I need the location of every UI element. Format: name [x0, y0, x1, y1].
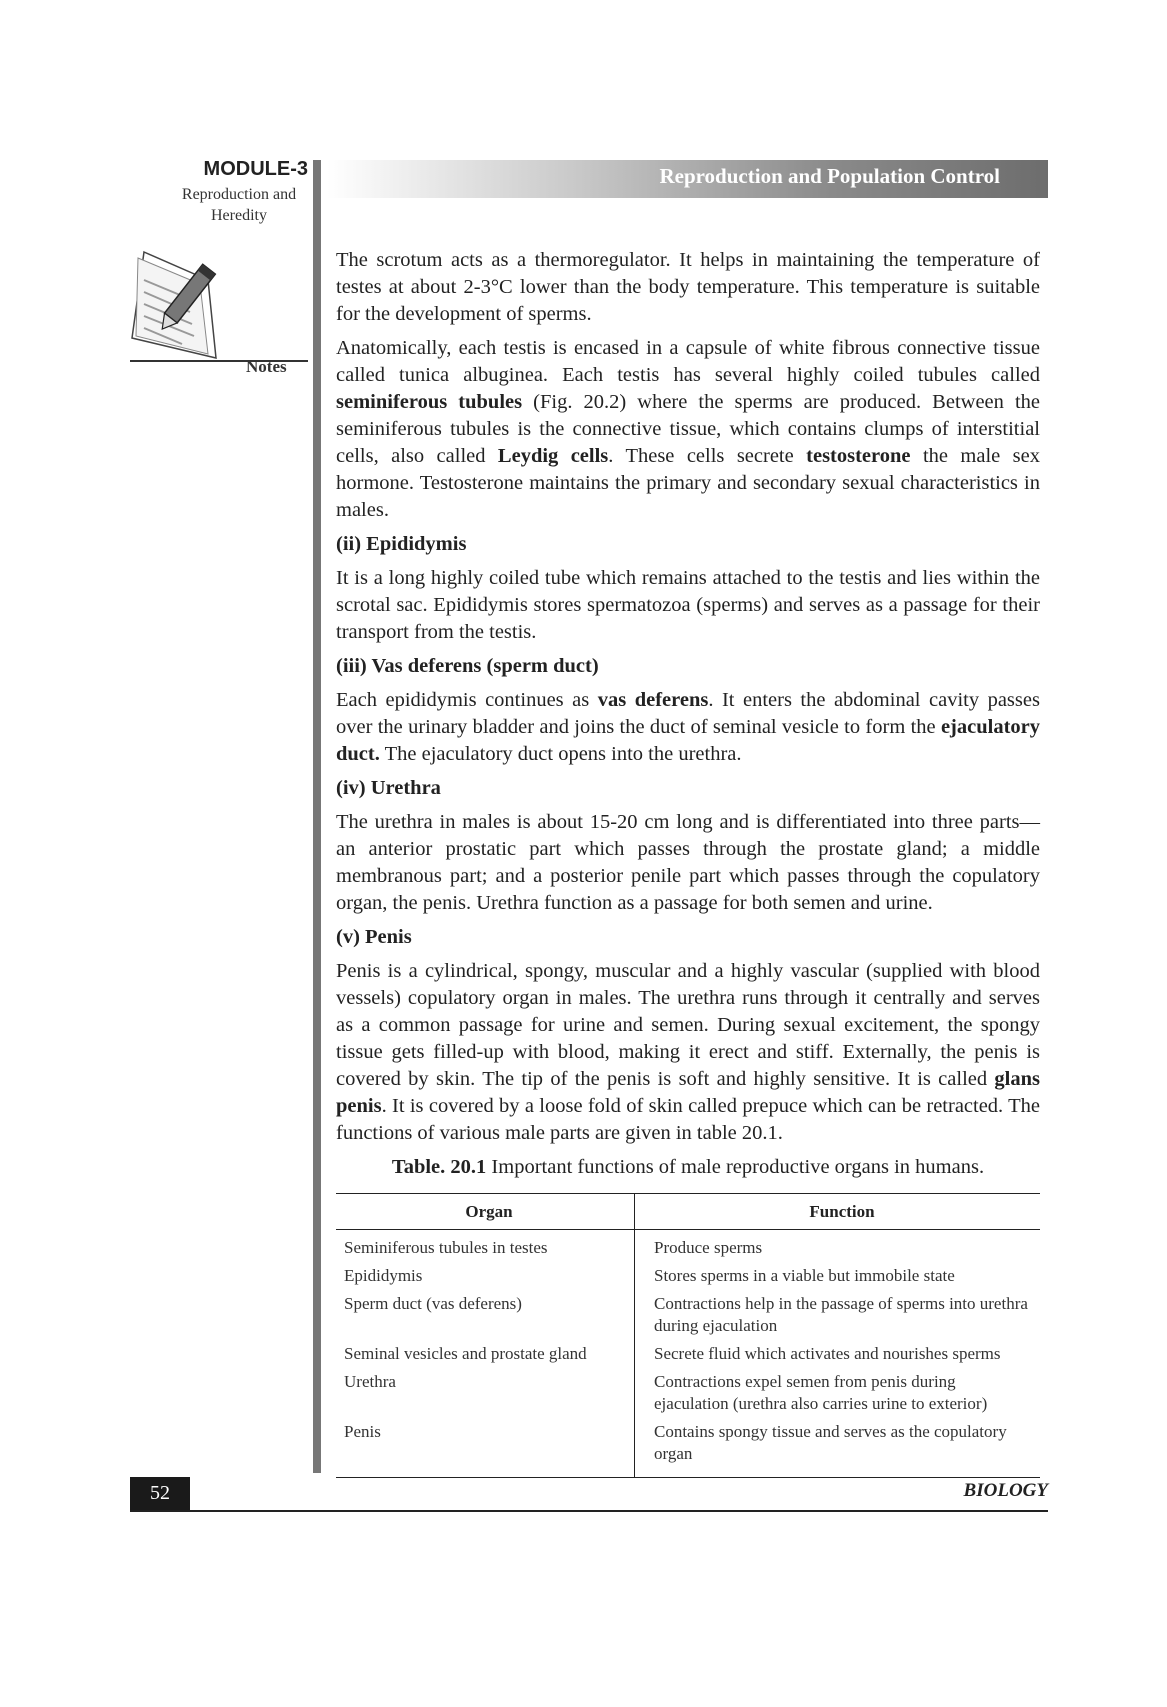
- text-span: The ejaculatory duct opens into the urethra.: [379, 743, 742, 765]
- table-caption: [336, 1154, 1040, 1181]
- cell-organ: Penis: [344, 1422, 381, 1441]
- term-testosterone: testosterone: [806, 445, 911, 467]
- table-row: [336, 1343, 1040, 1365]
- module-title: MODULE-3: [203, 158, 308, 180]
- paragraph-penis: [336, 958, 1040, 1147]
- text-span: Anatomically, each testis is encased in a capsule of white fibrous connective tissue called tunica albuginea. Each testis has several highly coiled tubules called: [336, 337, 1040, 386]
- page-number: 52: [130, 1477, 190, 1510]
- text-span: Penis is a cylindrical, spongy, muscular and a highly vascular (supplied with blood vessels) copulatory organ in males. The urethra runs through it centrally and serves as a common passage for urine and semen. During sexual excitement, the spongy tissue gets filled-up with blood, making it erect and stiff. Externally, the penis is covered by skin. The tip of the penis is soft and highly sensitive. It is called: [336, 960, 1040, 1090]
- cell-organ: Seminal vesicles and prostate gland: [344, 1344, 587, 1363]
- footer-subject: BIOLOGY: [963, 1480, 1048, 1501]
- notes-pencil-icon: [130, 250, 240, 362]
- header-title: Reproduction and Population Control: [659, 164, 1000, 188]
- term-leydig-cells: Leydig cells: [497, 445, 609, 467]
- cell-organ: Urethra: [344, 1372, 396, 1391]
- main-content: [336, 247, 1040, 1478]
- module-subtitle-line1: Reproduction and: [181, 186, 297, 203]
- module-block: [170, 158, 308, 226]
- heading-urethra: (iv) Urethra: [336, 777, 441, 799]
- table-row: [336, 1265, 1040, 1287]
- term-ejaculatory-duct: ejaculatory duct.: [336, 716, 1040, 765]
- notes-label: Notes: [246, 357, 287, 376]
- cell-function: Contractions help in the passage of sperms into urethra during ejaculation: [654, 1294, 1028, 1335]
- cell-function: Secrete fluid which activates and nourishes sperms: [654, 1344, 1001, 1363]
- cell-function: Produce sperms: [654, 1238, 763, 1257]
- module-subtitle-line2: Heredity: [211, 207, 267, 224]
- table-row: [336, 1237, 1040, 1259]
- cell-organ: Epididymis: [344, 1266, 423, 1285]
- cell-organ: Seminiferous tubules in testes: [344, 1238, 548, 1257]
- paragraph-testis: [336, 335, 1040, 524]
- heading-vas-deferens: (iii) Vas deferens (sperm duct): [336, 655, 599, 677]
- text-span: . It enters the abdominal cavity passes over the urinary bladder and joins the duct of seminal vesicle to form the: [336, 689, 1040, 738]
- term-glans-penis: glans penis: [336, 1068, 1040, 1117]
- term-vas-deferens: vas deferens: [597, 689, 709, 711]
- table-row: [336, 1293, 1040, 1337]
- header-organ: Organ: [465, 1201, 513, 1221]
- footer-rule: [130, 1510, 1048, 1512]
- table-body: [336, 1230, 1040, 1477]
- cell-function: Stores sperms in a viable but immobile state: [654, 1266, 955, 1285]
- cell-function: Contractions expel semen from penis during ejaculation (urethra also carries urine to exterior): [654, 1372, 988, 1413]
- text-span: . It is covered by a loose fold of skin called prepuce which can be retracted. The functions of various male parts are given in table 20.1.: [336, 1095, 1040, 1144]
- cell-function: Contains spongy tissue and serves as the copulatory organ: [654, 1422, 1007, 1463]
- paragraph-urethra: The urethra in males is about 15-20 cm long and is differentiated into three parts— an anterior prostatic part which passes through the prostate gland; a middle membranous part; and a posterior penile part which passes through the copulatory organ, the penis. Urethra function as a passage for both semen and urine.: [336, 811, 1040, 914]
- margin-bar: [313, 160, 321, 1473]
- table-row: [336, 1371, 1040, 1415]
- text-span: the male sex hormone. Testosterone maintains the primary and secondary sexual characteristics in males.: [336, 445, 1040, 521]
- header-band: [327, 160, 1048, 198]
- heading-penis: (v) Penis: [336, 926, 412, 948]
- table-caption-text: Important functions of male reproductive organs in humans.: [486, 1156, 985, 1178]
- text-span: Each epididymis continues as: [336, 689, 598, 711]
- text-span: (Fig. 20.2) where the sperms are produced. Between the seminiferous tubules is the connective tissue, which contains clumps of interstitial cells, also called: [336, 391, 1041, 467]
- cell-organ: Sperm duct (vas deferens): [344, 1294, 522, 1313]
- header-function: Function: [809, 1201, 875, 1221]
- heading-epididymis: (ii) Epididymis: [336, 533, 467, 555]
- module-subtitle: [170, 184, 308, 226]
- functions-table: [336, 1193, 1040, 1478]
- paragraph-epididymis: It is a long highly coiled tube which remains attached to the testis and lies within the scrotal sac. Epididymis stores spermatozoa (sperms) and serves as a passage for their transport from the testis.: [336, 567, 1040, 643]
- paragraph-vas-deferens: [336, 687, 1040, 768]
- table-caption-label: Table. 20.1: [391, 1156, 487, 1178]
- table-row: [336, 1421, 1040, 1465]
- paragraph-scrotum: The scrotum acts as a thermoregulator. It helps in maintaining the temperature of testes at about 2-3°C lower than the body temperature. This temperature is suitable for the development of sperms.: [336, 249, 1040, 325]
- text-span: . These cells secrete: [608, 445, 807, 467]
- term-seminiferous-tubules: seminiferous tubules: [336, 391, 523, 413]
- table-header: [336, 1194, 1040, 1230]
